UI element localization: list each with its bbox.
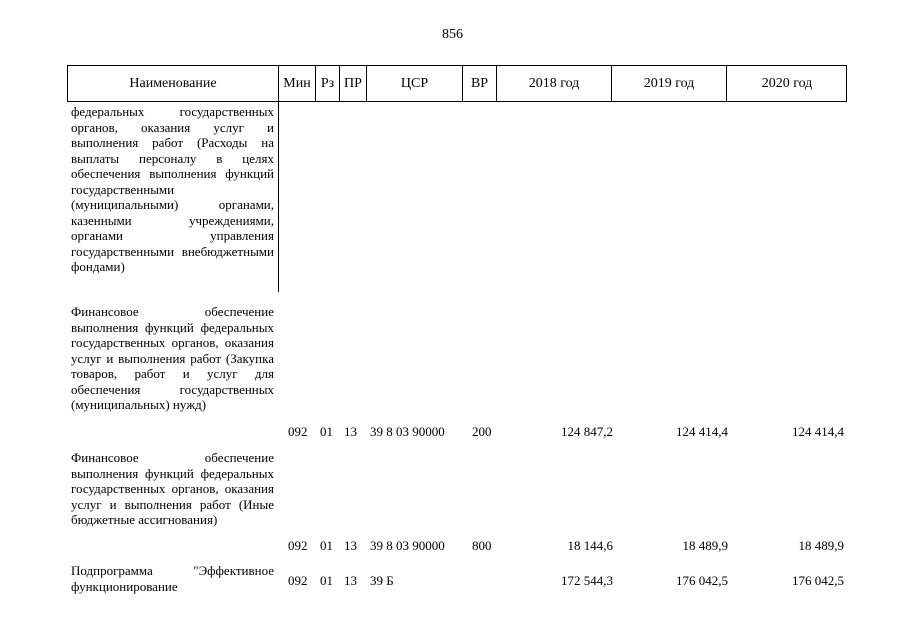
row-2020: 176 042,5 [792,573,844,588]
header-rz: Рз [316,66,340,101]
row-2019: 124 414,4 [676,424,728,439]
row-2020: 124 414,4 [792,424,844,439]
row-pr: 13 [344,573,357,588]
row-2019: 18 489,9 [682,538,728,553]
row-description: федеральных государственных органов, оказания услуг и выполнения работ (Расходы на выплаты персоналу в целях обеспечения выполнения функций государственными (муниципальными) органами, казенными учреждениями, органами управления государственными внебюджетными фондами) [71,104,274,274]
row-description: Подпрограмма "Эффективное функционирование [71,563,274,594]
row-2018: 124 847,2 [561,424,613,439]
row-description: Финансовое обеспечение выполнения функций федеральных государственных органов, оказания услуг и выполнения работ (Закупка товаров, работ и услуг для обеспечения государственных (муниципальных) нужд) [71,304,274,412]
row-pr: 13 [344,538,357,553]
row-min: 092 [288,573,308,588]
row-rz: 01 [320,424,333,439]
header-name: Наименование [68,66,279,101]
row-vr: 200 [472,424,492,439]
row-2018: 172 544,3 [561,573,613,588]
table-divider [278,102,279,292]
header-vr: ВР [463,66,497,101]
row-csr: 39 Б [370,573,394,588]
row-min: 092 [288,538,308,553]
row-pr: 13 [344,424,357,439]
row-2020: 18 489,9 [798,538,844,553]
header-2019: 2019 год [612,66,727,101]
header-pr: ПР [340,66,367,101]
header-min: Мин [279,66,316,101]
table-header [67,65,847,102]
header-csr: ЦСР [367,66,463,101]
row-2018: 18 144,6 [567,538,613,553]
row-min: 092 [288,424,308,439]
row-rz: 01 [320,538,333,553]
header-2020: 2020 год [761,76,813,91]
header-2018: 2018 год [497,66,612,101]
row-vr: 800 [472,538,492,553]
row-csr: 39 8 03 90000 [370,538,445,553]
row-rz: 01 [320,573,333,588]
row-csr: 39 8 03 90000 [370,424,445,439]
page-number: 856 [442,27,463,42]
row-description: Финансовое обеспечение выполнения функций федеральных государственных органов, оказания услуг и выполнения работ (Иные бюджетные ассигнования) [71,450,274,527]
row-2019: 176 042,5 [676,573,728,588]
